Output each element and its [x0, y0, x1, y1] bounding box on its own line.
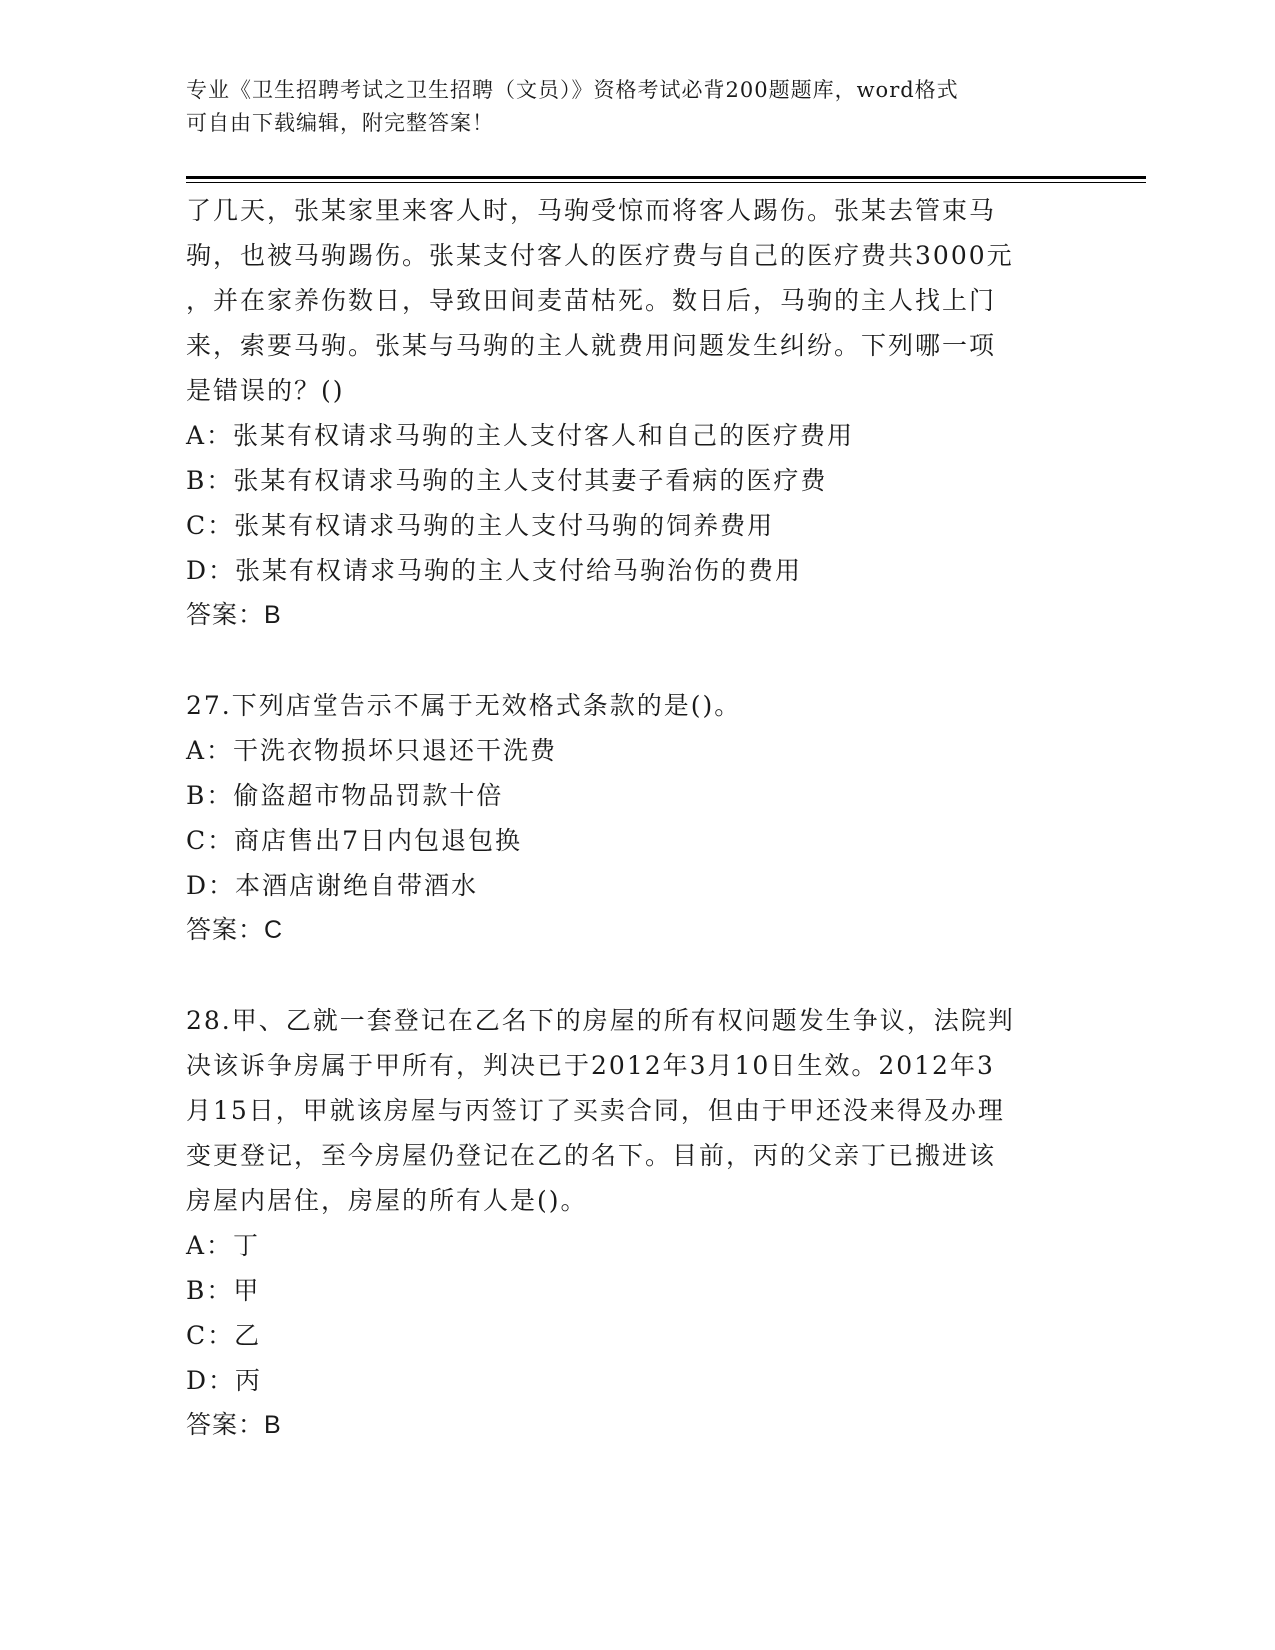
spacer	[186, 953, 1066, 998]
question-text-line: 来，索要马驹。张某与马驹的主人就费用问题发生纠纷。下列哪一项	[186, 331, 997, 360]
question-text-line: 房屋内居住，房屋的所有人是()。	[186, 1186, 588, 1215]
question-text-line: 27.下列店堂告示不属于无效格式条款的是()。	[186, 691, 742, 720]
question-text-line: 驹，也被马驹踢伤。张某支付客人的医疗费与自己的医疗费共3000元	[186, 241, 1014, 270]
option-d: D：本酒店谢绝自带酒水	[186, 871, 479, 900]
question-text-line: 决该诉争房属于甲所有，判决已于2012年3月10日生效。2012年3	[186, 1051, 995, 1080]
document-header	[186, 74, 1066, 140]
option-a: A：张某有权请求马驹的主人支付客人和自己的医疗费用	[186, 421, 855, 450]
question-text-line: 了几天，张某家里来客人时，马驹受惊而将客人踢伤。张某去管束马	[186, 196, 997, 225]
header-title-line-2: 可自由下载编辑，附完整答案！	[186, 111, 494, 135]
spacer	[186, 638, 1066, 683]
header-divider-thin	[186, 182, 1146, 183]
option-c: C：商店售出7日内包退包换	[186, 826, 523, 855]
answer-text: 答案：C	[186, 916, 284, 944]
option-b: B：张某有权请求马驹的主人支付其妻子看病的医疗费	[186, 466, 828, 495]
question-text-line: 28.甲、乙就一套登记在乙名下的房屋的所有权问题发生争议，法院判	[186, 1006, 1015, 1035]
answer-text: 答案：B	[186, 1411, 282, 1439]
question-28	[186, 998, 1066, 1448]
question-text-line: 月15日，甲就该房屋与丙签订了买卖合同，但由于甲还没来得及办理	[186, 1096, 1005, 1125]
option-d: D：丙	[186, 1366, 263, 1395]
question-26	[186, 188, 1066, 638]
option-d: D：张某有权请求马驹的主人支付给马驹治伤的费用	[186, 556, 803, 585]
option-c: C：乙	[186, 1321, 262, 1350]
option-a: A：丁	[186, 1231, 261, 1260]
option-b: B：甲	[186, 1276, 261, 1305]
answer-text: 答案：B	[186, 601, 282, 629]
document-body	[186, 188, 1066, 1448]
question-text-line: ，并在家养伤数日，导致田间麦苗枯死。数日后，马驹的主人找上门	[186, 286, 997, 315]
question-text-line: 变更登记，至今房屋仍登记在乙的名下。目前，丙的父亲丁已搬进该	[186, 1141, 997, 1170]
header-divider-thick	[186, 176, 1146, 179]
question-27	[186, 683, 1066, 953]
header-title-line-1: 专业《卫生招聘考试之卫生招聘（文员）》资格考试必背200题题库，word格式	[186, 78, 959, 102]
question-text-line: 是错误的？()	[186, 376, 345, 405]
option-c: C：张某有权请求马驹的主人支付马驹的饲养费用	[186, 511, 775, 540]
option-b: B：偷盗超市物品罚款十倍	[186, 781, 504, 810]
option-a: A：干洗衣物损坏只退还干洗费	[186, 736, 558, 765]
